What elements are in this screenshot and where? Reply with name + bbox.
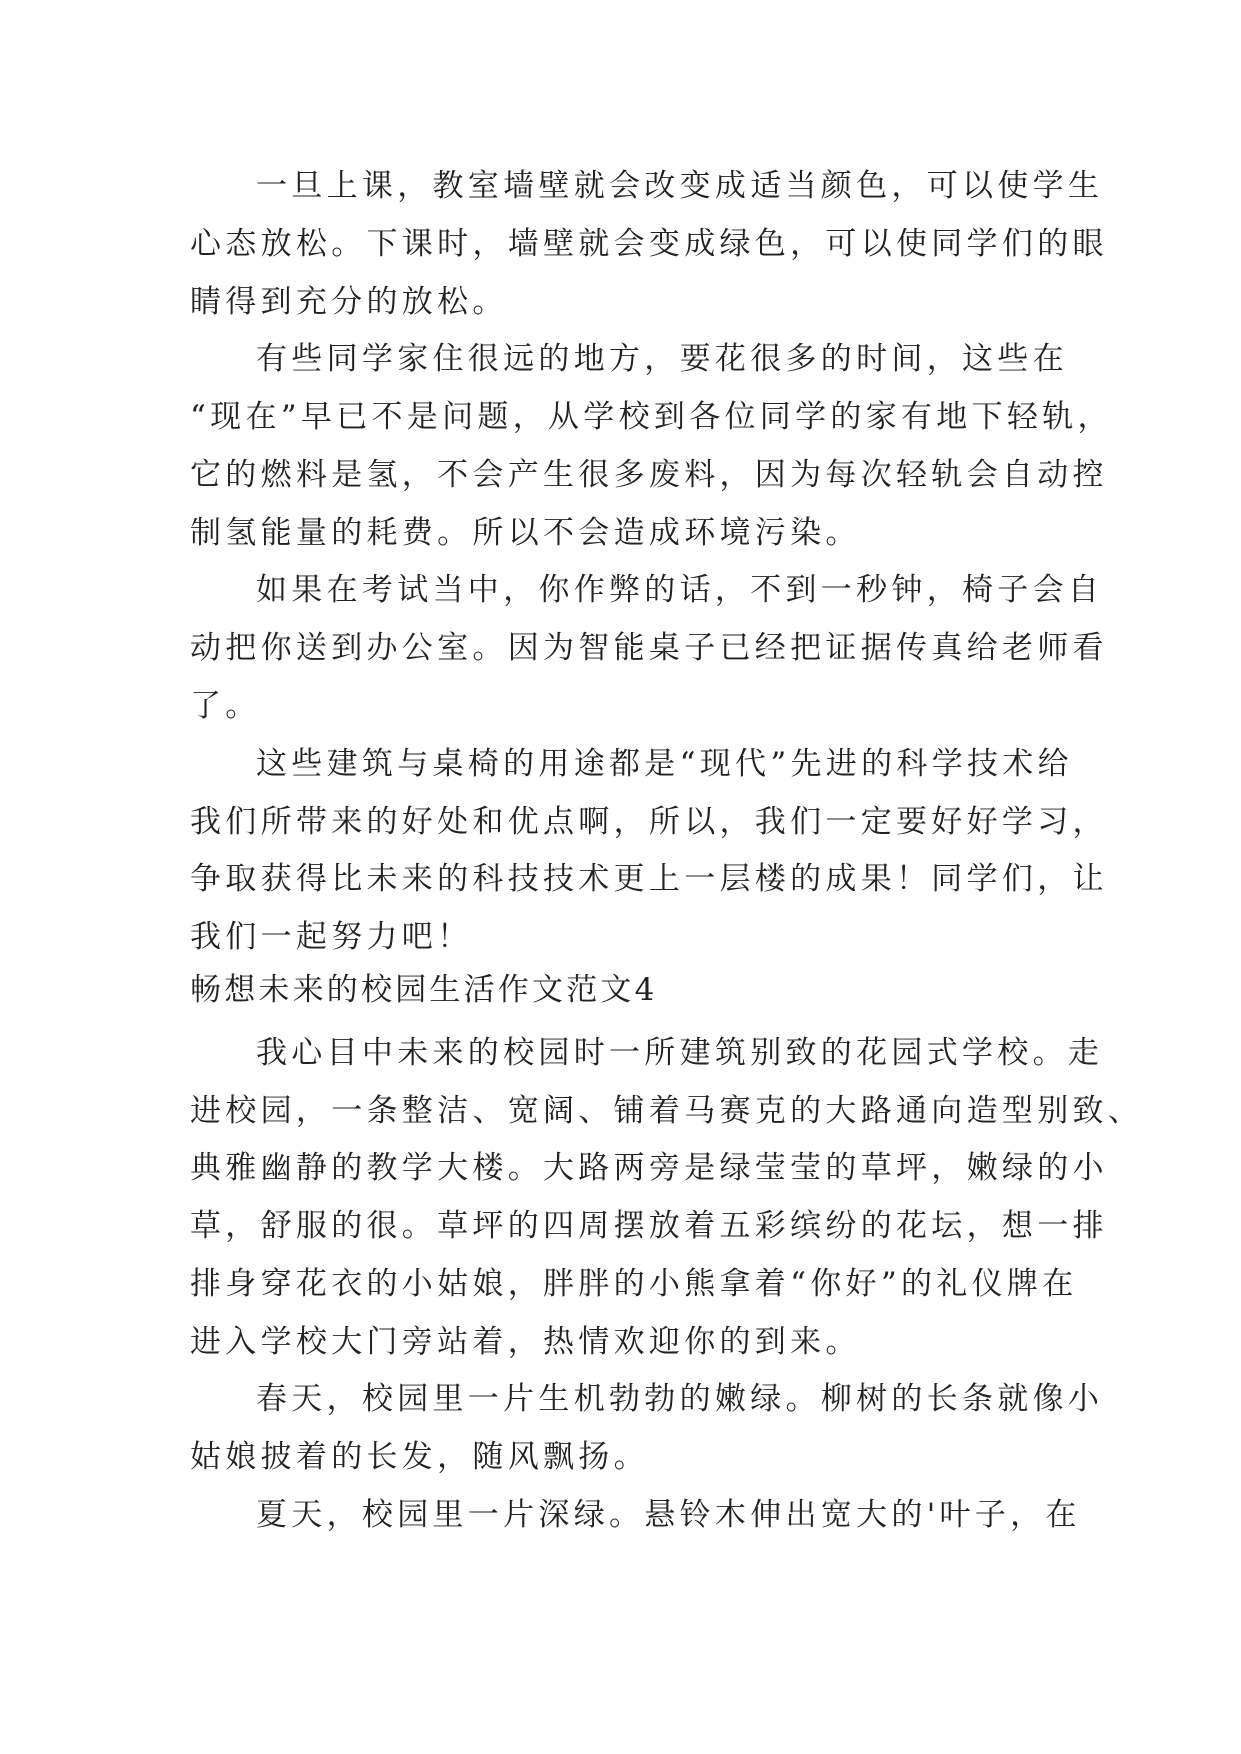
text-line-1: 一旦上课，教室墙壁就会改变成适当颜色，可以使学生 — [256, 168, 1104, 204]
text-line-23: 姑娘披着的长发，随风飘扬。 — [190, 1439, 649, 1475]
text-line-4: 有些同学家住很远的地方，要花很多的时间，这些在 — [256, 341, 1068, 377]
text-line-14: 我们一起努力吧！ — [190, 919, 473, 955]
text-line-9: 动把你送到办公室。因为智能桌子已经把证据传真给老师看 — [190, 630, 1108, 666]
text-line-19: 草，舒服的很。草坪的四周摆放着五彩缤纷的花坛，想一排 — [190, 1208, 1108, 1244]
text-line-13: 争取获得比未来的科技技术更上一层楼的成果！同学们，让 — [190, 861, 1108, 897]
text-line-21: 进入学校大门旁站着，热情欢迎你的到来。 — [190, 1324, 861, 1360]
text-line-22: 春天，校园里一片生机勃勃的嫩绿。柳树的长条就像小 — [256, 1381, 1104, 1417]
text-line-7: 制氢能量的耗费。所以不会造成环境污染。 — [190, 515, 861, 551]
text-line-12: 我们所带来的好处和优点啊，所以，我们一定要好好学习， — [190, 804, 1108, 840]
text-line-18: 典雅幽静的教学大楼。大路两旁是绿莹莹的草坪，嫩绿的小 — [190, 1150, 1108, 1186]
text-line-16: 我心目中未来的校园时一所建筑别致的花园式学校。走 — [256, 1035, 1104, 1071]
text-line-20: 排身穿花衣的小姑娘，胖胖的小熊拿着“你好”的礼仪牌在 — [190, 1266, 1078, 1302]
text-line-24: 夏天，校园里一片深绿。悬铃木伸出宽大的'叶子，在 — [256, 1497, 1081, 1533]
text-line-17: 进校园，一条整洁、宽阔、铺着马赛克的大路通向造型别致、 — [190, 1093, 1144, 1129]
text-line-10: 了。 — [190, 688, 261, 724]
section-heading: 畅想未来的校园生活作文范文4 — [190, 972, 658, 1008]
text-line-8: 如果在考试当中，你作弊的话，不到一秒钟，椅子会自 — [256, 572, 1104, 608]
text-line-11: 这些建筑与桌椅的用途都是“现代”先进的科学技术给 — [256, 746, 1073, 782]
text-line-2: 心态放松。下课时，墙壁就会变成绿色，可以使同学们的眼 — [190, 226, 1108, 262]
text-line-3: 睛得到充分的放松。 — [190, 284, 508, 320]
text-line-5: “现在”早已不是问题，从学校到各位同学的家有地下轻轨， — [190, 399, 1113, 435]
text-line-6: 它的燃料是氢，不会产生很多废料，因为每次轻轨会自动控 — [190, 457, 1108, 493]
